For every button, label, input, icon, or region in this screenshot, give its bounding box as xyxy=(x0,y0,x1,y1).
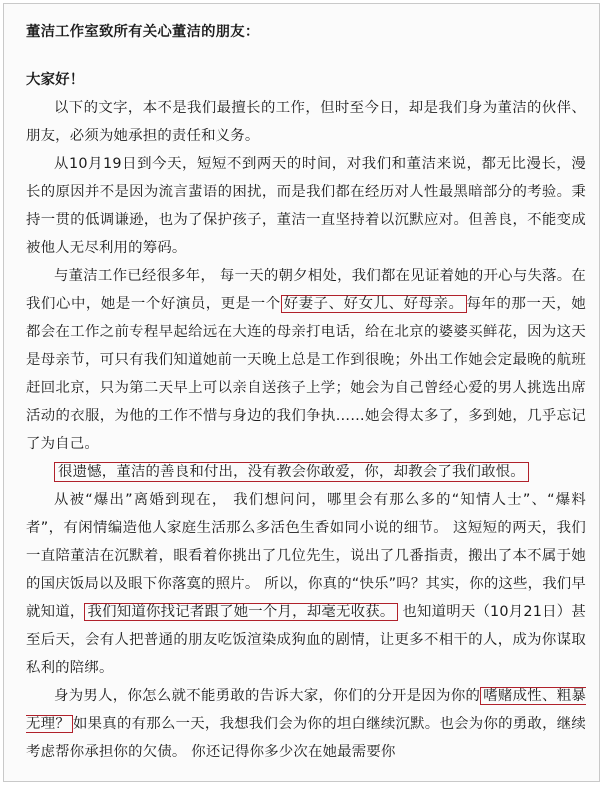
paragraph-4 xyxy=(26,458,586,486)
highlight-regret: 很遗憾，董洁的善良和付出，没有教会你敢爱，你，却教会了我们敢恨。 xyxy=(54,462,529,482)
paragraph-3 xyxy=(26,262,586,458)
paragraph-1: 以下的文字，本不是我们最擅长的工作，但时至今日，却是我们身为董洁的伙伴、朋友，必须为她承担的责任和义务。 xyxy=(26,100,586,144)
statement-body xyxy=(26,18,586,766)
paragraph-6-text-a: 身为男人，你怎么就不能勇敢的告诉大家，你们的分开是因为你的 xyxy=(54,688,481,704)
paragraph-6 xyxy=(26,682,586,766)
highlight-reporter: 我们知道你找记者跟了她一个月，却毫无收获。 xyxy=(84,603,397,621)
paragraph-3-text-a: 与董洁工作已经很多年， 每一天的朝夕相处，我们都在见证着她的开心与失落。在我们心中，她是一个好演员，更是一个 xyxy=(26,268,586,312)
document-page xyxy=(3,3,600,782)
highlight-good-wife: 好妻子、好女儿、好母亲。 xyxy=(281,295,467,313)
document-heading: 董洁工作室致所有关心董洁的朋友： xyxy=(26,24,260,40)
highlight-gambling: 嗜赌成性、粗暴无理？ xyxy=(26,688,586,732)
paragraph-5 xyxy=(26,486,586,682)
paragraph-5-text-a: 从被“爆出”离婚到现在， 我们想问问，哪里会有那么多的“知情人士”、“爆料者”，有闲情编造他人家庭生活那么多活色生香如同小说的细节。 这短短的两天，我们一直陪董洁在沉默着，眼看着你挑出了几位先生，说出了几番指责，搬出了本不属于她的国庆饭局以及眼下你落寞的照片。 所以，你真的“快乐”吗？其实，你的这些，我们早就知道， xyxy=(26,492,586,620)
paragraph-2: 从10月19日到今天，短短不到两天的时间，对我们和董洁来说，都无比漫长，漫长的原因并不是因为流言蜚语的困扰，而是我们都在经历对人性最黑暗部分的考验。秉持一贯的低调谦逊，也为了保护孩子，董洁一直坚持着以沉默应对。但善良，不能变成被他人无尽利用的筹码。 xyxy=(26,156,586,256)
paragraph-6-text-b: 如果真的有那么一天，我想我们会为你的坦白继续沉默。也会为你的勇敢，继续考虑帮你承担你的欠债。 你还记得你多少次在她最需要你 xyxy=(26,716,586,760)
paragraph-3-text-b: 每年的那一天，她都会在工作之前专程早起给远在大连的母亲打电话，给在北京的婆婆买鲜花，因为这天是母亲节，可只有我们知道她前一天晚上总是工作到很晚；外出工作她会定最晚的航班赶回北京，只为第二天早上可以亲自送孩子上学；她会为自己曾经心爱的男人挑选出席活动的衣服，为他的工作不惜与身边的我们争执……她会得太多了，多到她，几乎忘记了为自己。 xyxy=(26,296,586,452)
paragraph-5-text-b: 也知道明天（10月21日）甚至后天，会有人把普通的朋友吃饭渲染成狗血的剧情，让更多不相干的人，成为你谋取私利的陪绑。 xyxy=(26,604,586,676)
greeting: 大家好！ xyxy=(26,72,85,88)
